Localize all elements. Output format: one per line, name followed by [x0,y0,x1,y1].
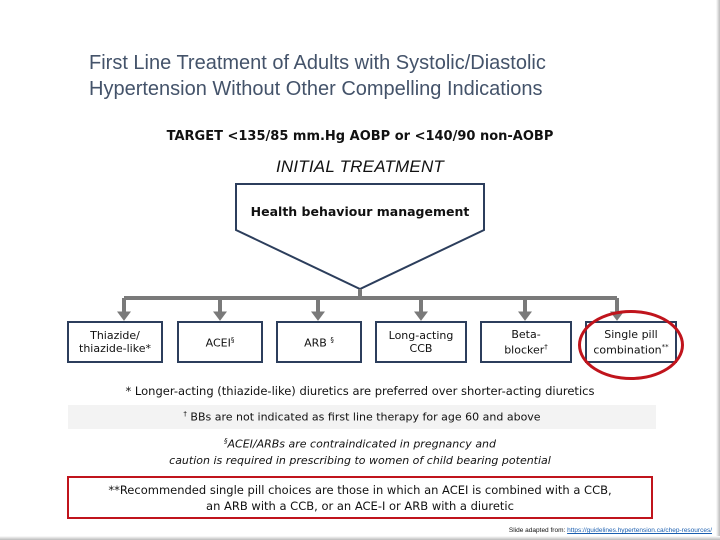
bp-target: TARGET <135/85 mm.Hg AOBP or <140/90 non-AOBP [166,129,554,144]
option-ccb-line2: CCB [409,342,433,355]
option-thiazide-line2: thiazide-like* [79,342,151,355]
note-beta-blockers [68,405,656,429]
note-diuretics: * Longer-acting (thiazide-like) diuretics are preferred over shorter-acting diuretics [125,384,595,398]
option-thiazide [67,321,163,363]
option-arb [276,321,362,363]
option-beta-blocker-line1: Beta- [511,327,541,341]
option-ccb-line1: Long-acting [388,329,454,342]
option-single-pill-line2: combination [593,343,662,357]
credit-text: Slide adapted from: [508,527,568,534]
branch-connectors [118,298,623,320]
credit-link[interactable]: https://guidelines.hypertension.ca/chep-resources/ [567,527,712,534]
title-line-2: Hypertension Without Other Compelling Indications [89,78,543,100]
slide-shadow-bottom [0,536,720,540]
option-beta-blocker-line2: blocker [504,343,545,357]
single-pill-highlight-circle [578,310,684,380]
note-beta-blockers-mark: † [183,410,187,419]
slide-credit [509,527,712,534]
option-acei-label: ACEI [205,336,231,350]
option-beta-blocker [480,321,572,363]
health-behaviour-label: Health behaviour management [250,204,470,219]
note-acei-arb-line2: caution is required in prescribing to women of child bearing potential [169,453,551,467]
single-pill-recommendation-box [67,476,653,519]
option-arb-label: ARB [304,336,331,350]
slide-shadow-right [716,0,720,540]
option-single-pill-line1: Single pill [604,327,658,341]
option-thiazide-line1: Thiazide/ [90,329,140,342]
recommendation-line-2: an ARB with a CCB, or an ACE-I or ARB with a diuretic [206,498,514,513]
title-line-1: First Line Treatment of Adults with Systolic/Diastolic [89,52,546,74]
note-beta-blockers-text: BBs are not indicated as first line therapy for age 60 and above [186,410,541,424]
option-beta-blocker-mark: † [544,342,548,351]
note-acei-arb [150,433,570,469]
option-arb-mark: § [330,336,334,345]
health-behaviour-arrow [236,184,484,289]
note-acei-arb-mark: § [223,437,228,445]
recommendation-line-1: **Recommended single pill choices are those in which an ACEI is combined with a CCB, [108,482,612,497]
initial-treatment-heading: INITIAL TREATMENT [275,157,445,176]
option-acei-mark: § [230,336,235,345]
note-acei-arb-line1: ACEI/ARBs are contraindicated in pregnancy and [227,437,497,451]
option-ccb [375,321,467,363]
option-acei [177,321,263,363]
option-single-pill-mark: ** [661,342,669,351]
